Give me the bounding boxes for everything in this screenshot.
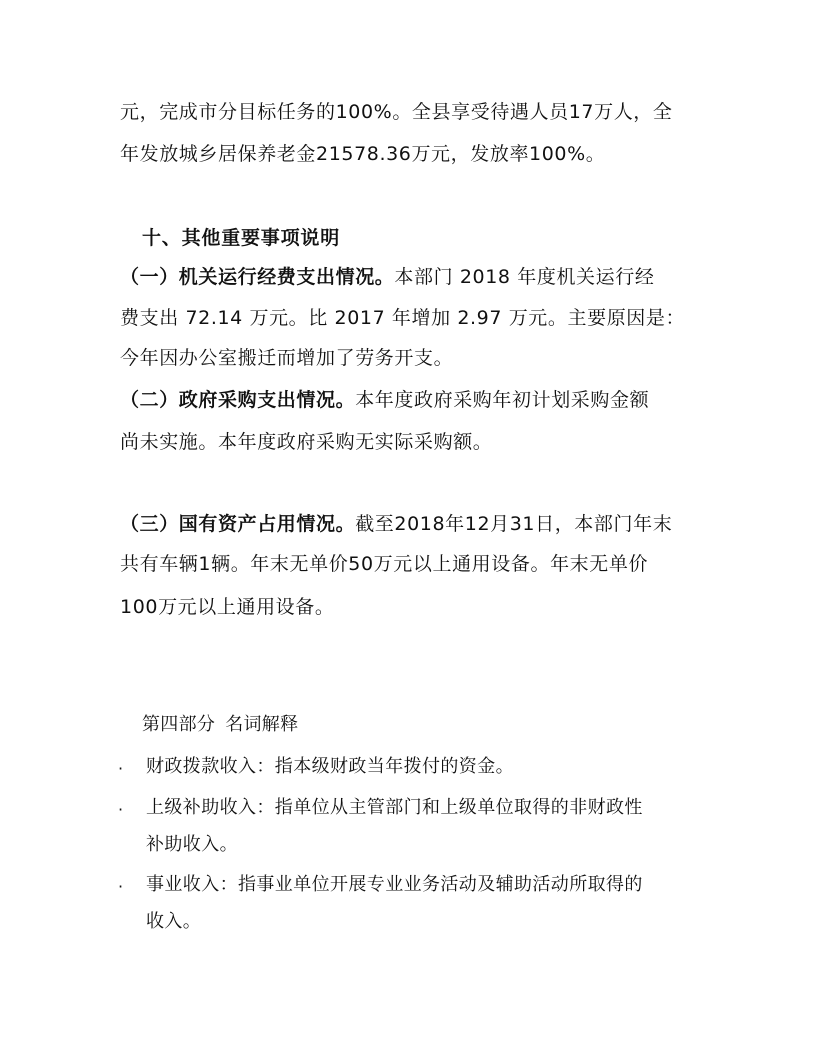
- bullet-icon: ·: [118, 877, 124, 896]
- item-1-line-2: 费支出 72.14 万元。比 2017 年增加 2.97 万元。主要原因是：: [120, 307, 686, 329]
- term-3-line-2: 收入。: [146, 911, 202, 932]
- item-1-line-3: 今年因办公室搬迁而增加了劳务开支。: [120, 347, 454, 369]
- part-title: [142, 713, 298, 737]
- section-heading: 十、其他重要事项说明: [142, 227, 341, 249]
- item-2-line-1: [120, 388, 700, 412]
- bullet-icon: ·: [118, 800, 124, 819]
- item-2-line-2: 尚未实施。本年度政府采购无实际采购额。: [120, 431, 493, 453]
- bullet-icon: ·: [118, 759, 124, 778]
- item-3-line-2: 共有车辆1辆。年末无单价50万元以上通用设备。年末无单价: [120, 553, 649, 575]
- item-1-text: 本部门 2018 年度机关运行经: [394, 266, 655, 288]
- item-2-text: 本年度政府采购年初计划采购金额: [355, 389, 650, 411]
- intro-line-1: 元，完成市分目标任务的100%。全县享受待遇人员17万人，全: [120, 101, 673, 123]
- part-name: 名词解释: [225, 714, 299, 735]
- item-3-line-3: 100万元以上通用设备。: [120, 596, 335, 618]
- term-2-line-1: 上级补助收入：指单位从主管部门和上级单位取得的非财政性: [146, 797, 643, 818]
- term-3-line-1: 事业收入：指事业单位开展专业业务活动及辅助活动所取得的: [146, 874, 643, 895]
- intro-line-2: 年发放城乡居保养老金21578.36万元，发放率100%。: [120, 143, 606, 165]
- item-3-text: 截至2018年12月31日，本部门年末: [355, 513, 673, 535]
- term-1-line-1: 财政拨款收入：指本级财政当年拨付的资金。: [146, 756, 514, 777]
- item-3-line-1: [120, 512, 700, 536]
- item-2-label: （二）政府采购支出情况。: [120, 389, 356, 411]
- term-2-line-2: 补助收入。: [146, 834, 238, 855]
- part-label: 第四部分: [142, 714, 216, 735]
- item-1-line-1: [120, 265, 700, 289]
- item-3-label: （三）国有资产占用情况。: [120, 513, 356, 535]
- item-1-label: （一）机关运行经费支出情况。: [120, 266, 395, 288]
